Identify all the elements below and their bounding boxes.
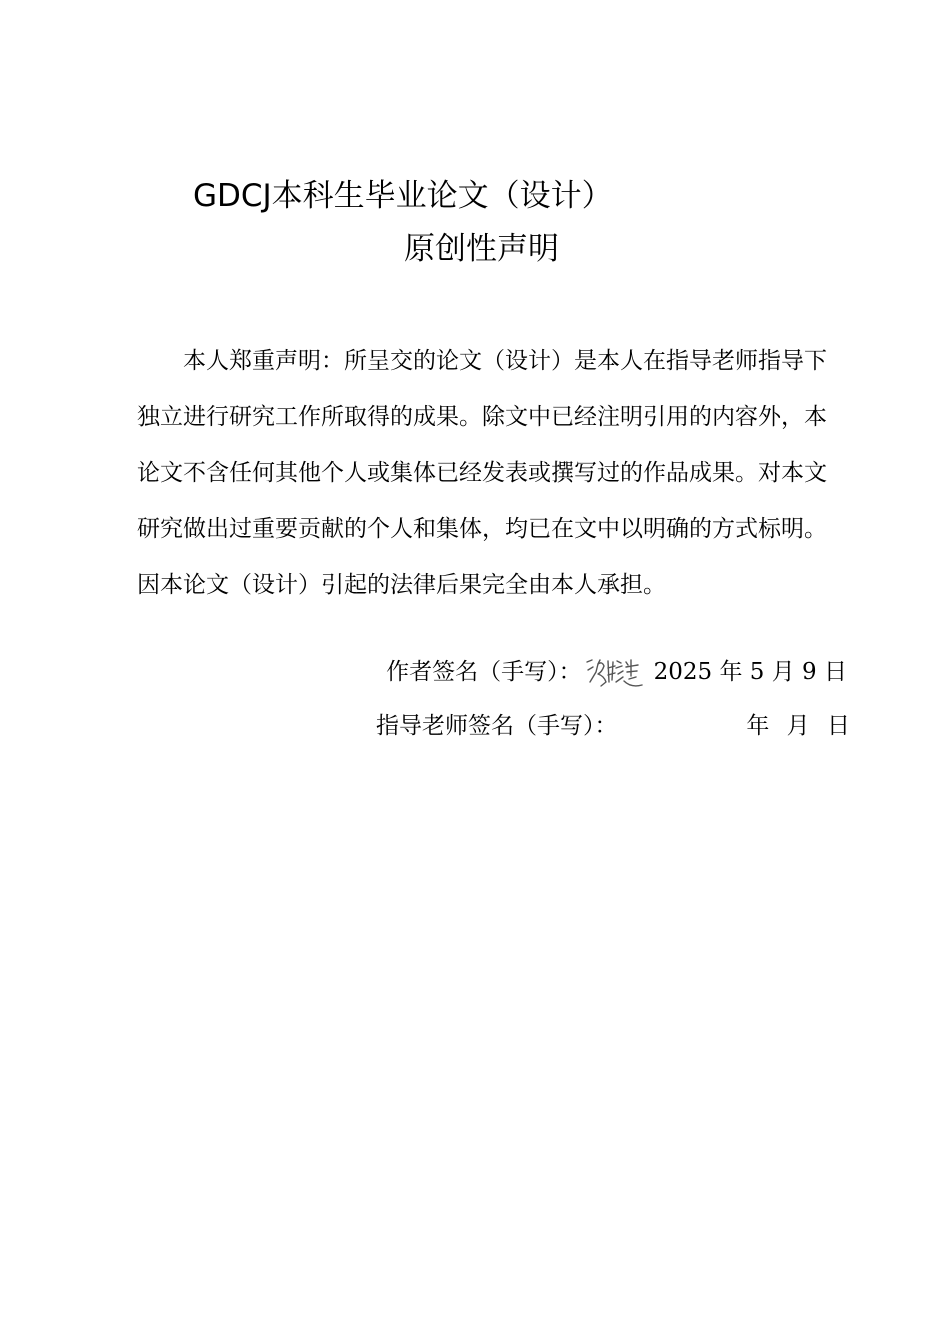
- author-signature-row: [386, 652, 847, 692]
- paragraph-line: 研究做出过重要贡献的个人和集体，均已在文中以明确的方式标明。: [137, 516, 827, 542]
- declaration-subtitle: 原创性声明: [404, 231, 559, 267]
- author-signature-label: 作者签名（手写）：: [386, 659, 582, 685]
- author-signature-date: 2025 年 5 月 9 日: [653, 659, 847, 685]
- paragraph-line: 独立进行研究工作所取得的成果。除文中已经注明引用的内容外，本: [137, 404, 827, 430]
- advisor-signature-label: 指导老师签名（手写）：: [376, 713, 618, 739]
- paragraph-line: 本人郑重声明：所呈交的论文（设计）是本人在指导老师指导下: [183, 348, 827, 374]
- declaration-title: GDCJ本科生毕业论文（设计）: [193, 178, 613, 214]
- paragraph-line: 因本论文（设计）引起的法律后果完全由本人承担。: [137, 572, 666, 598]
- handwritten-signature: [584, 652, 646, 692]
- paragraph-line: 论文不含任何其他个人或集体已经发表或撰写过的作品成果。对本文: [137, 460, 827, 486]
- declaration-paragraph: [137, 333, 851, 613]
- advisor-signature-date: 年 月 日: [746, 713, 850, 739]
